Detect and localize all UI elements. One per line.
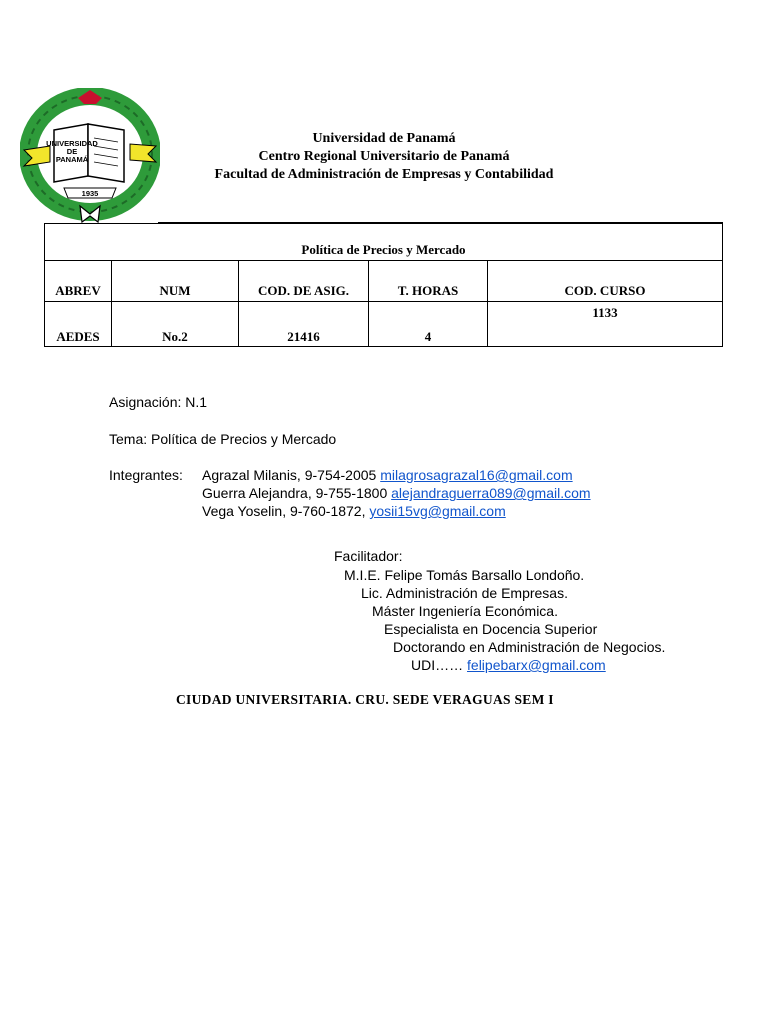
facilitator-contact [411,657,606,673]
facilitator-name: M.I.E. Felipe Tomás Barsallo Londoño. [344,567,585,583]
course-title-cell: Política de Precios y Mercado [45,224,723,261]
cell-cod-asig: 21416 [239,302,369,347]
university-name: Universidad de Panamá [312,131,456,146]
member-name: Vega Yoselin, 9-760-1872, [202,503,366,519]
members-label: Integrantes: [109,467,183,483]
footer-location: CIUDAD UNIVERSITARIA. CRU. SEDE VERAGUAS SEM I [176,692,554,707]
member-row [202,485,591,501]
member-email-link[interactable]: yosii15vg@gmail.com [369,503,506,519]
facilitator-degree: Especialista en Docencia Superior [384,621,598,637]
faculty-name: Facultad de Administración de Empresas y Contabilidad [214,167,554,182]
regional-center-name: Centro Regional Universitario de Panamá [258,149,510,164]
member-row [202,467,573,483]
column-header-cod-asig: COD. DE ASIG. [239,261,369,302]
column-header-cod-curso: COD. CURSO [488,261,723,302]
cell-t-horas: 4 [369,302,488,347]
cell-num: No.2 [112,302,239,347]
svg-text:UNIVERSIDAD: UNIVERSIDAD [46,139,98,148]
facilitator-degree: Lic. Administración de Empresas. [361,585,568,601]
udi-label: UDI…… [411,657,464,673]
member-email-link[interactable]: milagrosagrazal16@gmail.com [380,467,573,483]
cell-cod-curso: 1133 [488,302,723,347]
member-row [202,503,506,519]
topic-label: Tema: Política de Precios y Mercado [109,431,337,447]
cell-abrev: AEDES [45,302,112,347]
facilitator-degree: Máster Ingeniería Económica. [372,603,558,619]
facilitator-label: Facilitador: [334,548,403,564]
svg-text:PANAMÁ: PANAMÁ [55,155,89,164]
facilitator-email-link[interactable]: felipebarx@gmail.com [467,657,606,673]
member-name: Agrazal Milanis, 9-754-2005 [202,467,377,483]
assignment-label: Asignación: N.1 [109,394,208,410]
member-name: Guerra Alejandra, 9-755-1800 [202,485,388,501]
svg-text:DE: DE [66,147,78,156]
svg-text:1935: 1935 [81,189,99,198]
column-header-abrev: ABREV [45,261,112,302]
column-header-t-horas: T. HORAS [369,261,488,302]
member-email-link[interactable]: alejandraguerra089@gmail.com [391,485,591,501]
column-header-num: NUM [112,261,239,302]
course-info-table [44,223,723,347]
facilitator-degree: Doctorando en Administración de Negocios. [393,639,666,655]
